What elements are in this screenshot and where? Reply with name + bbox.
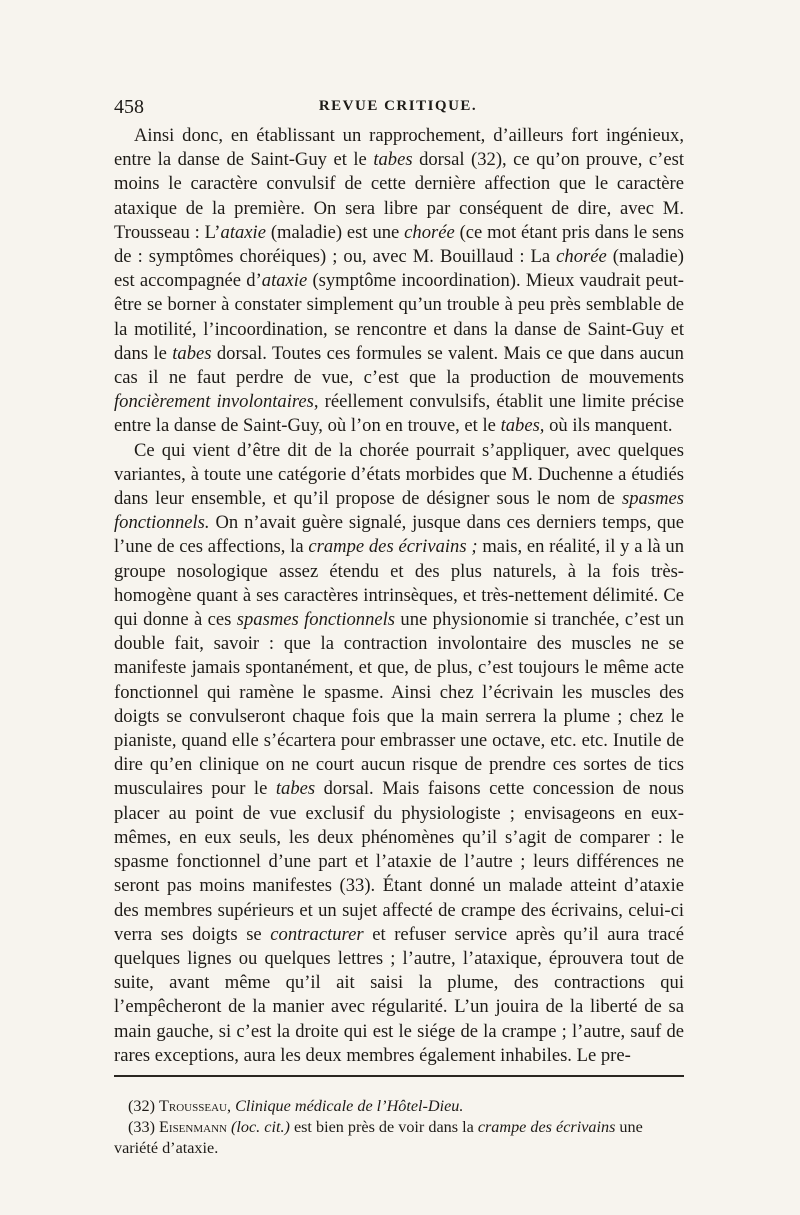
italic-term: spasmes fonctionnels.: [114, 488, 684, 534]
footnote-reference: (loc. cit.): [226, 1118, 290, 1136]
text-run: dorsal. Toutes ces formules se valent. Mais ce que dans aucun cas il ne faut perdre de vue, c’est que la production de mouvements: [114, 342, 684, 389]
text-run: une variété d’ataxie.: [114, 1118, 643, 1157]
footnote-author: Eisenmann: [159, 1118, 227, 1136]
footnote-author: Trousseau: [159, 1097, 227, 1115]
paragraph-1: [114, 124, 684, 439]
text-run: (symptôme incoordination). Mieux vaudrait peut-être se borner à constater simplement qu’un trouble à peu près semblable de la motilité, l’incoordination, se rencontre et dans la danse de Saint-Guy et dans le: [114, 270, 684, 364]
text-run: mais, en réalité, il y a là un groupe nosologique assez étendu et des plus naturels, à la fois très-homogène quant à ses caractères intrinsèques, et très-nettement délimité. Ce qui donne à ces: [114, 536, 684, 631]
text-run: On n’avait guère signalé, jusque dans ces derniers temps, que l’une de ces affections, la: [114, 512, 684, 558]
italic-term: crampe des écrivains ;: [308, 536, 478, 558]
text-run: dorsal (32), ce qu’on prouve, c’est moins le caractère convulsif de cette dernière affection que le caractère ataxique de la première. On sera libre par conséquent de dire, avec M. Trousseau : L’: [114, 149, 684, 243]
italic-term: spasmes fonctionnels: [236, 609, 396, 631]
body-text: [114, 124, 684, 1068]
running-title: REVUE CRITIQUE.: [318, 98, 478, 114]
footnote-title: crampe des écrivains: [477, 1118, 616, 1136]
italic-term: contracturer: [270, 923, 364, 945]
text-run: (ce mot étant pris dans le sens de : symptômes choréiques) ; ou, avec M. Bouillaud : La: [114, 221, 684, 268]
footnote-32: [114, 1096, 684, 1117]
page-number: 458: [114, 96, 144, 118]
footnote-number: (32): [128, 1097, 155, 1115]
text-run: où ils manquent.: [544, 415, 673, 437]
italic-term: tabes: [172, 342, 212, 364]
page-header: [114, 96, 682, 122]
text-run: (maladie) est accompagnée d’: [114, 246, 684, 292]
footnotes: [114, 1096, 684, 1159]
footnote-divider: [114, 1075, 684, 1077]
italic-term: ataxie: [261, 270, 308, 292]
text-run: ,: [226, 1097, 236, 1115]
footnote-33: [114, 1117, 684, 1159]
italic-term: chorée: [556, 246, 607, 268]
italic-term: tabes,: [500, 415, 545, 437]
italic-term: tabes: [275, 778, 316, 800]
text-run: est bien près de voir dans la: [289, 1118, 478, 1136]
text-run: (maladie) est une: [265, 221, 405, 243]
text-run: dorsal. Mais faisons cette concession de nous placer au point de vue exclusif du physiologiste ; envisageons en eux-mêmes, en eux seuls, les deux phénomènes qu’il s’agit de comparer : le spasme fonctionnel d’une part et l’ataxie de l’autre ; leurs différences ne seront pas moins manifestes (33). Étant donné un malade atteint d’ataxie des membres supérieurs et un sujet affecté de crampe des écrivains, celui-ci verra ses doigts se: [114, 778, 684, 945]
text-run: une physionomie si tranchée, c’est un double fait, savoir : que la contraction involontaire des muscles ne se manifeste jamais spontanément, et que, de plus, c’est toujours le même acte fonctionnel qui ramène le spasme. Ainsi chez l’écrivain les muscles des doigts se convulseront chaque fois que la main serrera la plume ; chez le pianiste, quand elle s’écartera pour embrasser une octave, etc. etc. Inutile de dire qu’en clinique on ne court aucun risque de prendre ces sortes de tics musculaires pour le: [114, 609, 684, 800]
text-run: Ainsi donc, en établissant un rapprochement, d’ailleurs fort ingénieux, entre la danse de Saint-Guy et le: [114, 125, 684, 171]
text-run: , réellement convulsifs, établit une limite précise entre la danse de Saint-Guy, où l’on en trouve, et le: [114, 391, 684, 437]
italic-term: tabes: [373, 149, 413, 171]
italic-term: ataxie: [220, 221, 266, 243]
italic-term: chorée: [404, 221, 455, 243]
italic-term: foncièrement involontaires: [114, 391, 314, 413]
text-run: et refuser service après qu’il aura tracé quelques lignes ou quelques lettres ; l’autre, l’ataxique, éprouvera tout de suite, avant même qu’il ait saisi la plume, des contractions qui l’empêcheront de la manier avec régularité. L’un jouira de la liberté de sa main gauche, si c’est la droite qui est le siége de la crampe ; l’autre, sauf de rares exceptions, aura les deux membres également inhabiles. Le pre-: [114, 923, 684, 1066]
text-run: Ce qui vient d’être dit de la chorée pourrait s’appliquer, avec quelques variantes, à toute une catégorie d’états morbides que M. Duchenne a étudiés dans leur ensemble, et qu’il propose de désigner sous le nom de: [114, 439, 684, 510]
footnote-title: Clinique médicale de l’Hôtel-Dieu.: [235, 1097, 464, 1115]
footnote-number: (33): [128, 1118, 155, 1136]
paragraph-2: [114, 439, 684, 1068]
